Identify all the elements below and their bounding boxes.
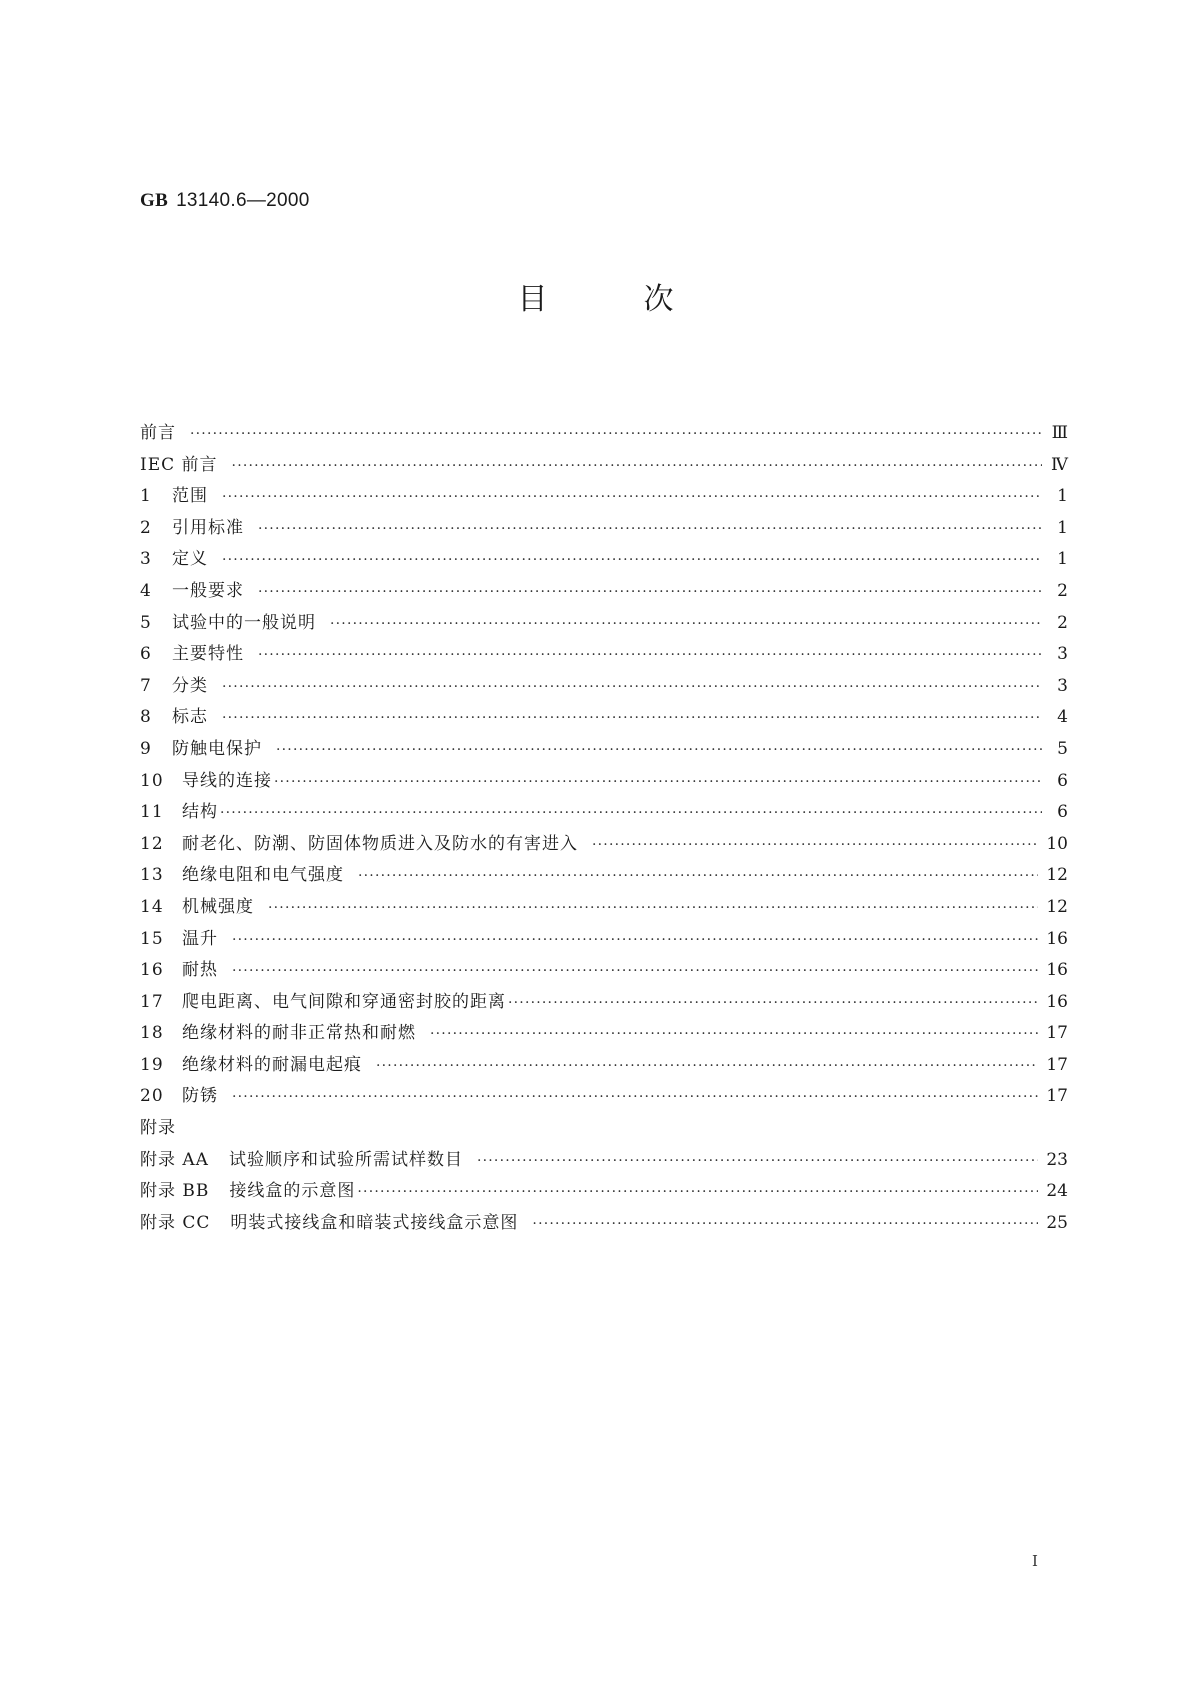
- toc-entry-page: 3: [1057, 644, 1068, 665]
- toc-entry-iec-foreword[interactable]: [140, 450, 1068, 482]
- toc-entry-title: 耐热: [182, 960, 218, 981]
- toc-entry-page: 1: [1057, 486, 1068, 507]
- toc-leader-dots: [268, 893, 1038, 925]
- toc-entry-number: 16: [140, 960, 164, 981]
- toc-leader-dots: [508, 988, 1038, 1020]
- toc-entry-number: 10: [140, 770, 164, 791]
- toc-entry-title: 试验中的一般说明: [172, 612, 316, 633]
- toc-entry-title: 耐老化、防潮、防固体物质进入及防水的有害进入: [182, 833, 578, 854]
- toc-leader-dots: [358, 861, 1038, 893]
- toc-leader-dots: [232, 956, 1038, 988]
- standard-code: [140, 190, 310, 212]
- table-of-contents: [140, 418, 1068, 1239]
- toc-entry-page: 6: [1057, 802, 1068, 823]
- toc-entry-title: 结构: [182, 802, 218, 823]
- toc-entry[interactable]: [140, 766, 1068, 798]
- toc-entry-number: 15: [140, 928, 164, 949]
- toc-entry-title: 标志: [172, 707, 208, 728]
- toc-entry[interactable]: [140, 639, 1068, 671]
- toc-leader-dots: [222, 672, 1042, 704]
- toc-entry-title: 绝缘材料的耐漏电起痕: [182, 1054, 362, 1075]
- toc-entry-title: 引用标准: [172, 517, 244, 538]
- toc-entry-number: 4: [140, 580, 152, 601]
- toc-entry-page: 3: [1057, 675, 1068, 696]
- toc-entry-appendix-cc[interactable]: [140, 1208, 1068, 1240]
- toc-entry-number: 附录 BB: [140, 1181, 210, 1202]
- toc-entry-page: 17: [1046, 1086, 1068, 1107]
- toc-entry-page: 10: [1046, 833, 1068, 854]
- toc-leader-dots: [222, 703, 1042, 735]
- toc-leader-dots: [190, 419, 1042, 451]
- toc-entry-title: 主要特性: [172, 644, 244, 665]
- toc-leader-dots: [532, 1209, 1038, 1241]
- toc-entry[interactable]: [140, 544, 1068, 576]
- toc-leader-dots: [330, 609, 1042, 641]
- toc-entry[interactable]: [140, 734, 1068, 766]
- toc-entry[interactable]: [140, 829, 1068, 861]
- toc-entry-number: 18: [140, 1023, 164, 1044]
- toc-entry-page: 17: [1046, 1023, 1068, 1044]
- toc-entry[interactable]: [140, 797, 1068, 829]
- toc-entry-title: 爬电距离、电气间隙和穿通密封胶的距离: [182, 991, 506, 1012]
- toc-entry[interactable]: [140, 1018, 1068, 1050]
- toc-entry-number: 12: [140, 833, 164, 854]
- toc-entry-page: 1: [1057, 549, 1068, 570]
- toc-leader-dots: [220, 798, 1042, 830]
- toc-entry-number: 2: [140, 517, 152, 538]
- toc-entry[interactable]: [140, 481, 1068, 513]
- toc-entry-page: 24: [1046, 1181, 1068, 1202]
- toc-leader-dots: [232, 451, 1042, 483]
- toc-leader-dots: [222, 482, 1042, 514]
- toc-entry-title: 一般要求: [172, 580, 244, 601]
- toc-entry-page: 6: [1057, 770, 1068, 791]
- toc-entry-title: 接线盒的示意图: [229, 1181, 356, 1202]
- toc-entry-number: 11: [140, 802, 164, 823]
- standard-number: 13140.6—2000: [176, 190, 310, 211]
- toc-leader-dots: [258, 640, 1042, 672]
- toc-entry[interactable]: [140, 702, 1068, 734]
- toc-entry[interactable]: [140, 955, 1068, 987]
- toc-entry-number: 8: [140, 707, 152, 728]
- toc-entry-number: 5: [140, 612, 152, 633]
- toc-entry-number: 20: [140, 1086, 164, 1107]
- toc-entry-page: 1: [1057, 517, 1068, 538]
- toc-entry[interactable]: [140, 671, 1068, 703]
- toc-entry-title: 绝缘材料的耐非正常热和耐燃: [182, 1023, 416, 1044]
- toc-appendix-heading: [140, 1113, 1068, 1145]
- toc-entry-number: 9: [140, 738, 152, 759]
- toc-entry-page: Ⅲ: [1051, 423, 1068, 443]
- toc-entry-page: 12: [1046, 865, 1068, 886]
- toc-entry[interactable]: [140, 1081, 1068, 1113]
- toc-leader-dots: [222, 545, 1042, 577]
- toc-entry-number: 6: [140, 644, 152, 665]
- toc-entry[interactable]: [140, 924, 1068, 956]
- toc-entry-title: 明装式接线盒和暗装式接线盒示意图: [230, 1212, 519, 1233]
- toc-entry-title: 附录: [140, 1118, 176, 1139]
- toc-entry-page: 16: [1046, 960, 1068, 981]
- toc-entry-title: 分类: [172, 675, 208, 696]
- toc-entry-title: 定义: [172, 549, 208, 570]
- toc-leader-dots: [376, 1051, 1038, 1083]
- toc-entry-number: 3: [140, 549, 152, 570]
- toc-entry-page: 16: [1046, 928, 1068, 949]
- toc-entry-title: 机械强度: [182, 896, 254, 917]
- toc-entry-title: 温升: [182, 928, 218, 949]
- toc-entry-title: 导线的连接: [182, 770, 272, 791]
- toc-leader-dots: [430, 1019, 1038, 1051]
- toc-leader-dots: [276, 735, 1042, 767]
- toc-entry[interactable]: [140, 892, 1068, 924]
- toc-entry-page: 2: [1057, 612, 1068, 633]
- toc-entry[interactable]: [140, 576, 1068, 608]
- page-folio: I: [1032, 1552, 1038, 1570]
- toc-entry-page: 4: [1057, 707, 1068, 728]
- toc-entry[interactable]: [140, 513, 1068, 545]
- toc-entry-title: IEC 前言: [140, 454, 218, 475]
- toc-entry-title: 防触电保护: [172, 738, 262, 759]
- toc-entry-appendix-bb[interactable]: [140, 1176, 1068, 1208]
- toc-entry-title: 防锈: [182, 1086, 218, 1107]
- toc-leader-dots: [258, 514, 1042, 546]
- toc-entry-title: 前言: [140, 423, 176, 443]
- toc-entry-number: 附录 AA: [140, 1149, 209, 1170]
- toc-entry-page: 5: [1057, 738, 1068, 759]
- toc-entry-number: 附录 CC: [140, 1212, 211, 1233]
- toc-entry-page: 25: [1046, 1212, 1068, 1233]
- toc-entry-title: 试验顺序和试验所需试样数目: [228, 1149, 463, 1170]
- toc-entry-title: 绝缘电阻和电气强度: [182, 865, 344, 886]
- toc-entry[interactable]: [140, 608, 1068, 640]
- toc-entry-title: 范围: [172, 486, 208, 507]
- toc-entry-number: 14: [140, 896, 164, 917]
- toc-leader-dots: [357, 1177, 1038, 1209]
- toc-entry-number: 7: [140, 675, 152, 696]
- toc-entry[interactable]: [140, 987, 1068, 1019]
- toc-entry-page: 12: [1046, 896, 1068, 917]
- toc-leader-dots: [274, 767, 1042, 799]
- toc-entry-page: 23: [1046, 1149, 1068, 1170]
- toc-entry-page: 2: [1057, 580, 1068, 601]
- toc-entry-foreword[interactable]: [140, 418, 1068, 450]
- toc-entry[interactable]: [140, 860, 1068, 892]
- toc-entry-page: 17: [1046, 1054, 1068, 1075]
- toc-leader-dots: [232, 925, 1038, 957]
- toc-entry-page: Ⅳ: [1051, 454, 1068, 475]
- toc-leader-dots: [477, 1146, 1038, 1178]
- toc-entry-appendix-aa[interactable]: [140, 1145, 1068, 1177]
- toc-leader-dots: [258, 577, 1042, 609]
- toc-entry-page: 16: [1046, 991, 1068, 1012]
- toc-entry-number: 19: [140, 1054, 164, 1075]
- toc-leader-dots: [232, 1082, 1038, 1114]
- toc-leader-dots: [592, 830, 1038, 862]
- standard-prefix: GB: [140, 190, 169, 211]
- page-title: 目次: [517, 282, 770, 317]
- toc-entry[interactable]: [140, 1050, 1068, 1082]
- toc-entry-number: 1: [140, 486, 152, 507]
- toc-entry-number: 13: [140, 865, 164, 886]
- toc-entry-number: 17: [140, 991, 164, 1012]
